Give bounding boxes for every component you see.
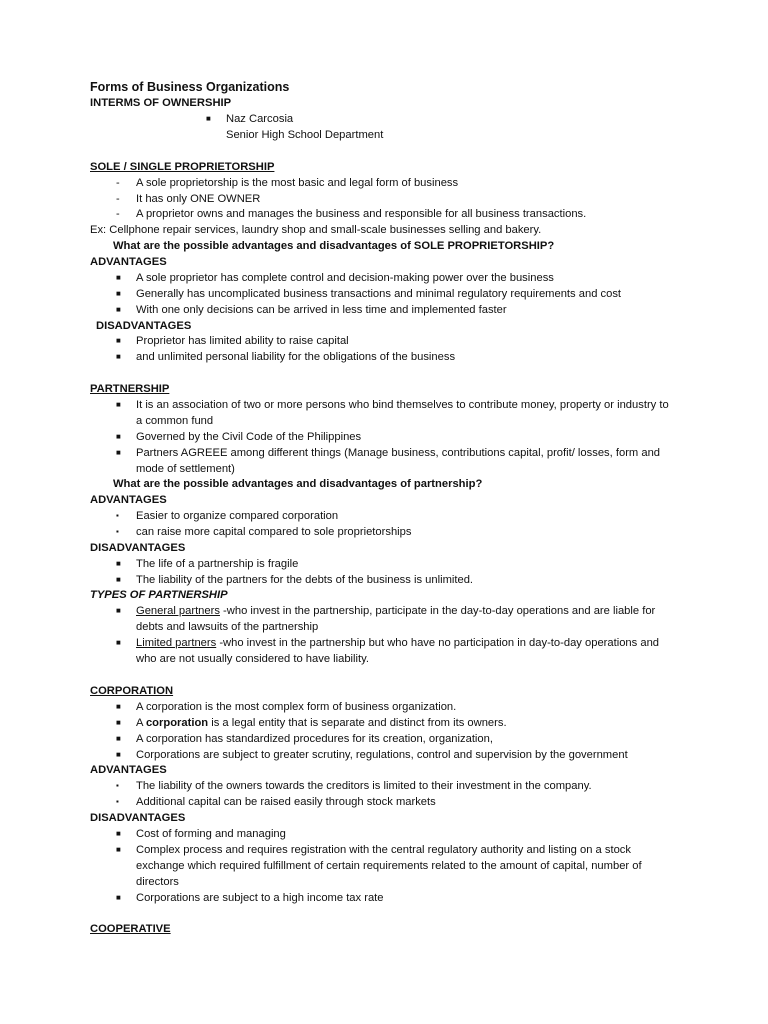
list-item: It is an association of two or more persons who bind themselves to contribute money, property or industry to <box>136 399 669 411</box>
list-item: Generally has uncomplicated business transactions and minimal regulatory requirements and cost <box>136 288 622 300</box>
list-item: Cost of forming and managing <box>136 828 286 840</box>
section-heading-corporation: CORPORATION <box>90 685 174 697</box>
bullet-icon: ■ <box>116 702 121 711</box>
text-run: is a legal entity that is separate and distinct from its owners. <box>208 717 507 729</box>
section-heading-partnership: PARTNERSHIP <box>90 383 170 395</box>
bullet-icon: ■ <box>116 289 121 298</box>
list-item: Complex process and requires registration with the central regulatory authority and listing on a stock <box>136 844 631 856</box>
advantages-heading: ADVANTAGES <box>90 764 167 776</box>
list-item: The life of a partnership is fragile <box>136 558 299 570</box>
term-definition: -who invest in the partnership but who have no participation in day-to-day operations and <box>216 637 660 649</box>
list-item: The liability of the owners towards the creditors is limited to their investment in the company. <box>136 780 592 792</box>
bullet-icon: ■ <box>116 559 121 568</box>
dash-icon: - <box>116 208 120 220</box>
doc-subtitle: INTERMS OF OWNERSHIP <box>90 97 232 109</box>
list-item: Corporations are subject to greater scrutiny, regulations, control and supervision by the government <box>136 749 628 761</box>
list-item: The liability of the partners for the debts of the business is unlimited. <box>136 574 474 586</box>
advantages-heading: ADVANTAGES <box>90 494 167 506</box>
list-item-continuation: mode of settlement) <box>136 463 235 475</box>
list-item: Additional capital can be raised easily through stock markets <box>136 796 436 808</box>
bullet-icon: ■ <box>116 448 121 457</box>
list-item: Easier to organize compared corporation <box>136 510 339 522</box>
list-item: A corporation is the most complex form of business organization. <box>136 701 457 713</box>
example-line: Ex: Cellphone repair services, laundry shop and small-scale businesses selling and bakery. <box>90 224 542 236</box>
list-item: A sole proprietorship is the most basic and legal form of business <box>136 177 459 189</box>
list-item: A corporation has standardized procedures for its creation, organization, <box>136 733 493 745</box>
bullet-icon: ▪ <box>116 797 119 806</box>
list-item: Proprietor has limited ability to raise capital <box>136 335 349 347</box>
advantages-heading: ADVANTAGES <box>90 256 167 268</box>
bullet-icon: ■ <box>116 432 121 441</box>
list-item: With one only decisions can be arrived in less time and implemented faster <box>136 304 507 316</box>
disadvantages-heading: DISADVANTAGES <box>90 812 186 824</box>
list-item-continuation: who are not usually considered to have liability. <box>136 653 369 665</box>
bullet-icon: ■ <box>116 305 121 314</box>
term-limited-partners: Limited partners <box>136 637 217 649</box>
bullet-icon: ■ <box>116 718 121 727</box>
list-item: It has only ONE OWNER <box>136 193 261 205</box>
list-item-continuation: debts and lawsuits of the partnership <box>136 621 319 633</box>
dash-icon: - <box>116 193 120 205</box>
list-item: Governed by the Civil Code of the Philippines <box>136 431 362 443</box>
list-item-continuation: exchange which required fulfillment of certain requirements related to the amount of capital, number of <box>136 860 642 872</box>
term-general-partners: General partners <box>136 605 220 617</box>
bullet-icon: ■ <box>206 114 211 123</box>
author-name: Naz Carcosia <box>226 113 294 125</box>
doc-title: Forms of Business Organizations <box>90 80 290 94</box>
bullet-icon: ■ <box>116 893 121 902</box>
list-item <box>136 716 507 730</box>
list-item-continuation: directors <box>136 876 179 888</box>
section-heading-cooperative: COOPERATIVE <box>90 923 171 935</box>
bullet-icon: ▪ <box>116 511 119 520</box>
list-item: and unlimited personal liability for the obligations of the business <box>136 351 456 363</box>
question-line: What are the possible advantages and disadvantages of partnership? <box>113 478 483 490</box>
list-item: A proprietor owns and manages the business and responsible for all business transactions. <box>136 208 587 220</box>
bullet-icon: ■ <box>116 352 121 361</box>
disadvantages-heading: DISADVANTAGES <box>90 542 186 554</box>
list-item: can raise more capital compared to sole proprietorships <box>136 526 412 538</box>
disadvantages-heading: DISADVANTAGES <box>96 320 192 332</box>
bullet-icon: ■ <box>116 734 121 743</box>
dash-icon: - <box>116 177 120 189</box>
text-run: A <box>136 717 146 729</box>
department: Senior High School Department <box>226 129 384 141</box>
bullet-icon: ■ <box>116 845 121 854</box>
list-item: A sole proprietor has complete control and decision-making power over the business <box>136 272 554 284</box>
types-heading: TYPES OF PARTNERSHIP <box>90 589 228 601</box>
bullet-icon: ▪ <box>116 781 119 790</box>
list-item <box>136 636 659 650</box>
list-item-continuation: a common fund <box>136 415 214 427</box>
bullet-icon: ■ <box>116 750 121 759</box>
bullet-icon: ▪ <box>116 527 119 536</box>
bold-term: corporation <box>145 717 209 729</box>
bullet-icon: ■ <box>116 606 121 615</box>
term-definition: -who invest in the partnership, participate in the day-to-day operations and are liable for <box>219 605 656 617</box>
bullet-icon: ■ <box>116 400 121 409</box>
section-heading-sole: SOLE / SINGLE PROPRIETORSHIP <box>90 161 275 173</box>
bullet-icon: ■ <box>116 638 121 647</box>
list-item: Corporations are subject to a high income tax rate <box>136 892 384 904</box>
bullet-icon: ■ <box>116 829 121 838</box>
question-line: What are the possible advantages and disadvantages of SOLE PROPRIETORSHIP? <box>113 240 555 252</box>
list-item: Partners AGREEE among different things (Manage business, contributions capital, profit/ losses, form and <box>136 447 661 459</box>
bullet-icon: ■ <box>116 273 121 282</box>
bullet-icon: ■ <box>116 575 121 584</box>
bullet-icon: ■ <box>116 336 121 345</box>
list-item <box>136 604 655 618</box>
